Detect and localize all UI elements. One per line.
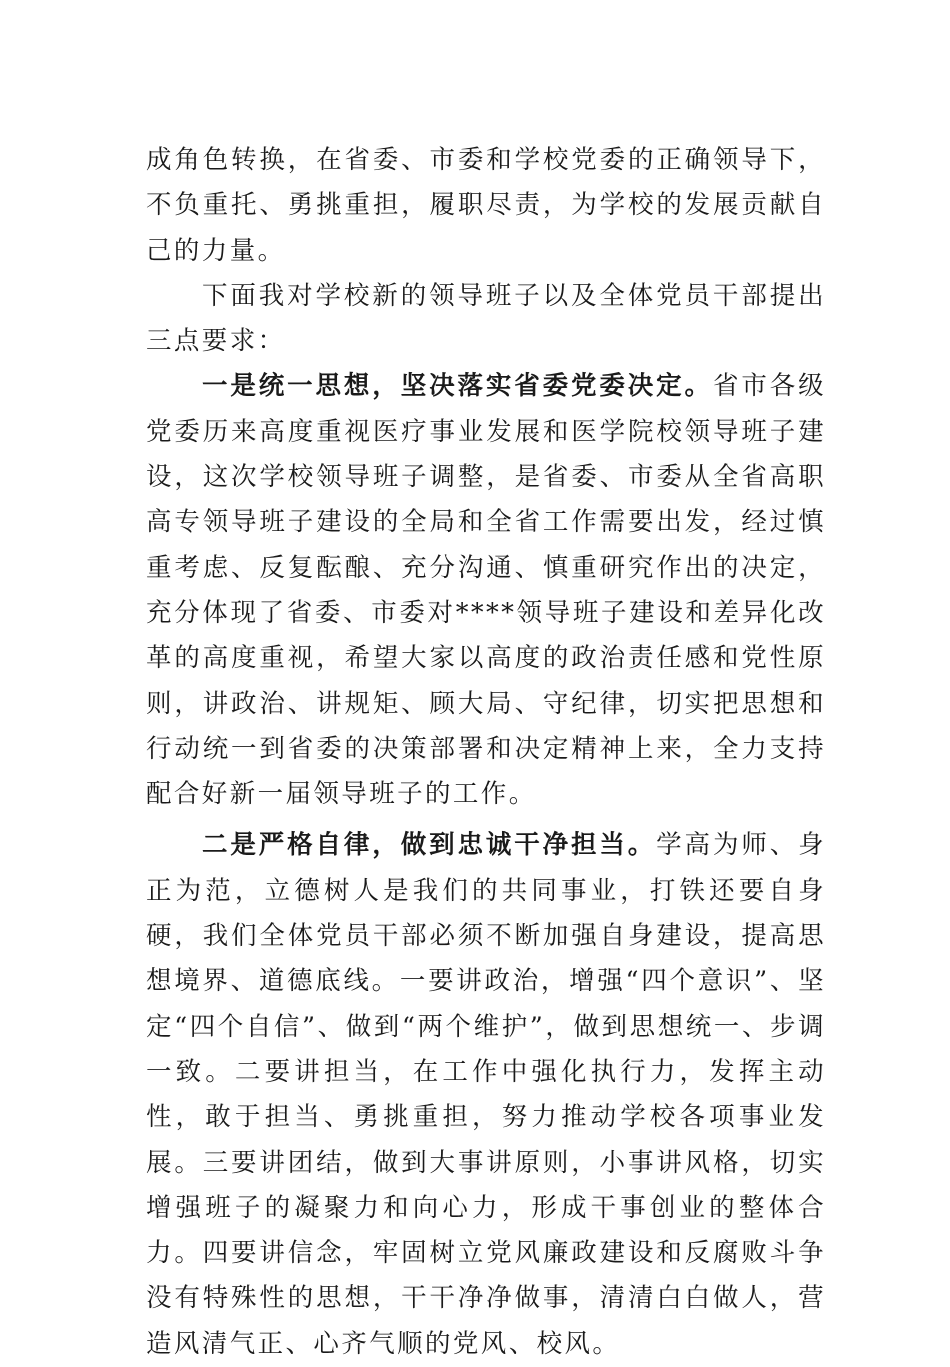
paragraph-text: 下面我对学校新的领导班子以及全体党员干部提出三点要求： xyxy=(146,280,826,357)
paragraph-requirement-two xyxy=(146,823,826,1367)
paragraph-requirement-one xyxy=(146,364,826,817)
paragraph-text: 学高为师、身正为范，立德树人是我们的共同事业，打铁还要自身硬，我们全体党员干部必须不断加强自身建设，提高思想境界、道德底线。一要讲政治，增强“四个意识”、坚定“四个自信”、做到“两个维护”，做到思想统一、步调一致。二要讲担当，在工作中强化执行力，发挥主动性，敢于担当、勇挑重担，努力推动学校各项事业发展。三要讲团结，做到大事讲原则，小事讲风格，切实增强班子的凝聚力和向心力，形成干事创业的整体合力。四要讲信念，牢固树立党风廉政建设和反腐败斗争没有特殊性的思想，干干净净做事，清清白白做人，营造风清气正、心齐气顺的党风、校风。 xyxy=(146,830,826,1359)
document-body xyxy=(146,138,826,1367)
paragraph-continuation xyxy=(146,138,826,274)
paragraph-text: 成角色转换，在省委、市委和学校党委的正确领导下，不负重托、勇挑重担，履职尽责，为学校的发展贡献自己的力量。 xyxy=(146,145,826,266)
paragraph-requirements-intro xyxy=(146,274,826,365)
paragraph-heading: 一是统一思想，坚决落实省委党委决定。 xyxy=(202,371,713,402)
paragraph-heading: 二是严格自律，做到忠诚干净担当。 xyxy=(202,830,657,861)
paragraph-text: 省市各级党委历来高度重视医疗事业发展和医学院校领导班子建设，这次学校领导班子调整，是省委、市委从全省高职高专领导班子建设的全局和全省工作需要出发，经过慎重考虑、反复酝酿、充分沟通、慎重研究作出的决定，充分体现了省委、市委对****领导班子建设和差异化改革的高度重视，希望大家以高度的政治责任感和党性原则，讲政治、讲规矩、顾大局、守纪律，切实把思想和行动统一到省委的决策部署和决定精神上来，全力支持配合好新一届领导班子的工作。 xyxy=(146,371,826,810)
